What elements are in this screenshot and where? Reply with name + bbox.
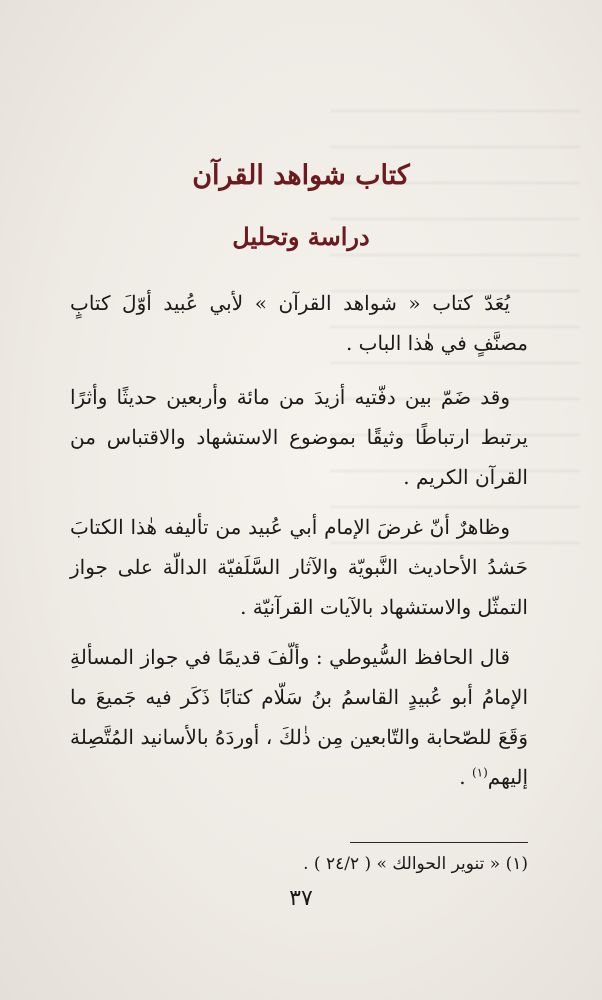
paragraph-1: يُعَدّ كتاب « شواهد القرآن » لأبي عُبيد أوّلَ كتابٍ مصنَّفٍ في هٰذا الباب . — [70, 291, 528, 355]
paragraph-4-text: قال الحافظ السُّيوطي : وألّفَ قديمًا في جواز المسألةِ الإمامُ أبو عُبيدٍ القاسمُ بنُ سَلّام كتابًا ذَكَر فيه جَميعَ ما وَقَعَ للصّحابة والتّابعين مِن ذٰلكَ ، أوردَهُ بالأسانيد المُتَّصِلة إليهم — [70, 645, 528, 789]
chapter-title: كتاب شواهد القرآن — [192, 160, 410, 191]
paragraph-4-end: . — [459, 765, 472, 789]
page-number: ٣٧ — [289, 886, 313, 911]
footnote: (١) « تنوير الحوالك » ( ٢٤/٢ ) . — [303, 854, 528, 874]
body-text — [70, 283, 528, 807]
footnote-divider — [350, 842, 528, 843]
paragraph-2: وقد ضَمّ بين دفّتيه أزيدَ من مائة وأربعين حديثًا وأثرًا يرتبط ارتباطًا وثيقًا بموضوع الاستشهاد والاقتباس من القرآن الكريم . — [70, 385, 528, 489]
footnote-reference[interactable]: (١) — [471, 765, 488, 780]
paragraph-4 — [70, 637, 528, 797]
chapter-subtitle: دراسة وتحليل — [232, 222, 370, 251]
paragraph-3: وظاهرٌ أنّ غرضَ الإمام أبي عُبيد من تأليفه هٰذا الكتابَ حَشدُ الأحاديث النَّبويّة والآثار السَّلَفيّة الدالّة على جواز التمثّل والاستشهاد بالآيات القرآنيّة . — [70, 515, 528, 619]
